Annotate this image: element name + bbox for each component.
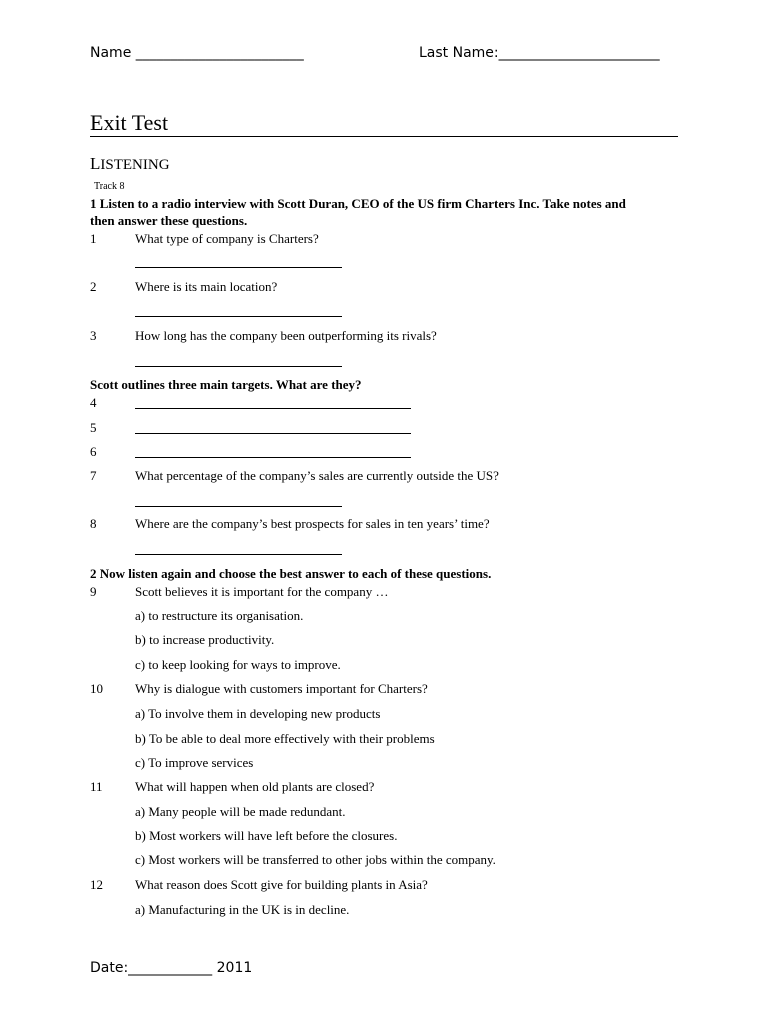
question-text: What type of company is Charters? (135, 231, 319, 246)
name-field-label: Name ________________________ (90, 45, 304, 61)
question-number: 6 (90, 444, 97, 459)
answer-line[interactable] (135, 506, 342, 507)
section-heading (90, 154, 170, 174)
answer-option[interactable]: a) Many people will be made redundant. (135, 804, 346, 819)
answer-option[interactable]: c) to keep looking for ways to improve. (135, 657, 341, 672)
question-text: Scott believes it is important for the company … (135, 584, 389, 599)
question-number: 5 (90, 420, 97, 435)
question-text: How long has the company been outperforming its rivals? (135, 328, 437, 343)
track-label: Track 8 (94, 181, 125, 192)
answer-line[interactable] (135, 316, 342, 317)
answer-option[interactable]: c) Most workers will be transferred to other jobs within the company. (135, 852, 496, 867)
question-number: 8 (90, 516, 97, 531)
question-number: 7 (90, 468, 97, 483)
question-number: 11 (90, 779, 103, 794)
question-number: 10 (90, 681, 103, 696)
answer-line[interactable] (135, 408, 411, 409)
title-underline (90, 136, 678, 137)
question-text: Where are the company’s best prospects for sales in ten years’ time? (135, 516, 490, 531)
answer-line[interactable] (135, 457, 411, 458)
question-text: What reason does Scott give for building plants in Asia? (135, 877, 428, 892)
question-number: 3 (90, 328, 97, 343)
answer-line[interactable] (135, 267, 342, 268)
answer-option[interactable]: a) Manufacturing in the UK is in decline. (135, 902, 350, 917)
answer-option[interactable]: b) to increase productivity. (135, 632, 275, 647)
section-heading-initial: L (90, 154, 101, 173)
answer-line[interactable] (135, 366, 342, 367)
question-number: 9 (90, 584, 97, 599)
answer-option[interactable]: a) To involve them in developing new products (135, 706, 381, 721)
part2-instruction: 2 Now listen again and choose the best answer to each of these questions. (90, 566, 492, 581)
question-number: 2 (90, 279, 97, 294)
answer-option[interactable]: b) To be able to deal more effectively with their problems (135, 731, 435, 746)
part1-instruction-line2: then answer these questions. (90, 213, 248, 228)
answer-option[interactable]: b) Most workers will have left before the closures. (135, 828, 398, 843)
question-number: 1 (90, 231, 97, 246)
question-text: Why is dialogue with customers important for Charters? (135, 681, 428, 696)
answer-line[interactable] (135, 554, 342, 555)
answer-line[interactable] (135, 433, 411, 434)
part1-instruction-line1: 1 Listen to a radio interview with Scott Duran, CEO of the US firm Charters Inc. Take notes and (90, 196, 626, 211)
page-title: Exit Test (90, 110, 169, 135)
targets-instruction: Scott outlines three main targets. What are they? (90, 377, 362, 392)
question-text: What will happen when old plants are closed? (135, 779, 375, 794)
section-heading-rest: ISTENING (100, 157, 170, 173)
answer-option[interactable]: c) To improve services (135, 755, 254, 770)
last-name-field-label: Last Name:_______________________ (419, 45, 660, 61)
question-text: What percentage of the company’s sales are currently outside the US? (135, 468, 499, 483)
date-field-label: Date:____________ 2011 (90, 960, 253, 976)
answer-option[interactable]: a) to restructure its organisation. (135, 608, 304, 623)
question-number: 4 (90, 395, 97, 410)
question-number: 12 (90, 877, 103, 892)
question-text: Where is its main location? (135, 279, 278, 294)
